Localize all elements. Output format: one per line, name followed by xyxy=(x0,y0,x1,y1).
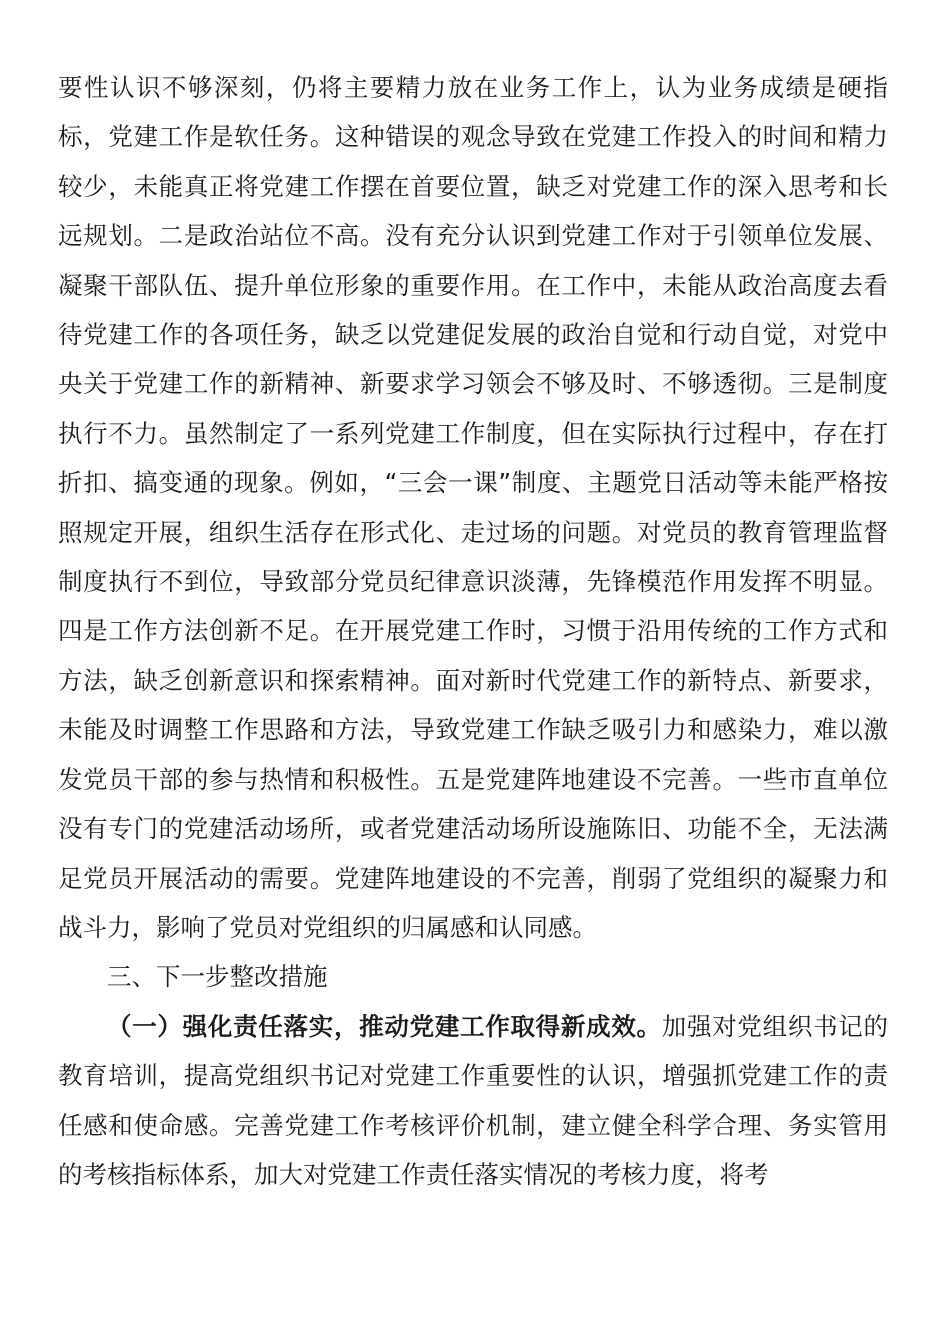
section-heading: 三、下一步整改措施 xyxy=(107,962,328,992)
body-paragraph-problems: 要性认识不够深刻，仍将主要精力放在业务工作上，认为业务成绩是硬指标，党建工作是软任务。这种错误的观念导致在党建工作投入的时间和精力较少，未能真正将党建工作摆在首要位置，缺乏对党建工作的深入思考和长远规划。二是政治站位不高。没有充分认识到党建工作对于引领单位发展、凝聚干部队伍、提升单位形象的重要作用。在工作中，未能从政治高度去看待党建工作的各项任务，缺乏以党建促发展的政治自觉和行动自觉，对党中央关于党建工作的新精神、新要求学习领会不够及时、不够透彻。三是制度执行不力。虽然制定了一系列党建工作制度，但在实际执行过程中，存在打折扣、搞变通的现象。例如，“三会一课”制度、主题党日活动等未能严格按照规定开展，组织生活存在形式化、走过场的问题。对党员的教育管理监督制度执行不到位，导致部分党员纪律意识淡薄，先锋模范作用发挥不明显。四是工作方法创新不足。在开展党建工作时，习惯于沿用传统的工作方式和方法，缺乏创新意识和探索精神。面对新时代党建工作的新特点、新要求，未能及时调整工作思路和方法，导致党建工作缺乏吸引力和感染力，难以激发党员干部的参与热情和积极性。五是党建阵地建设不完善。一些市直单位没有专门的党建活动场所，或者党建活动场所设施陈旧、功能不全，无法满足党员开展活动的需要。党建阵地建设的不完善，削弱了党组织的凝聚力和战斗力，影响了党员对党组织的归属感和认同感。 xyxy=(58,73,888,942)
measure-1-lead: （一）强化责任落实，推动党建工作取得新成效。 xyxy=(107,1011,662,1041)
measure-paragraph-1 xyxy=(58,1002,888,1200)
document-page xyxy=(58,63,888,1199)
measure-1-body: 加强对党组织书记的教育培训，提高党组织书记对党建工作重要性的认识，增强抓党建工作的责任感和使命感。完善党建工作考核评价机制，建立健全科学合理、务实管用的考核指标体系，加大对党建工作责任落实情况的考核力度，将考 xyxy=(58,1011,888,1189)
